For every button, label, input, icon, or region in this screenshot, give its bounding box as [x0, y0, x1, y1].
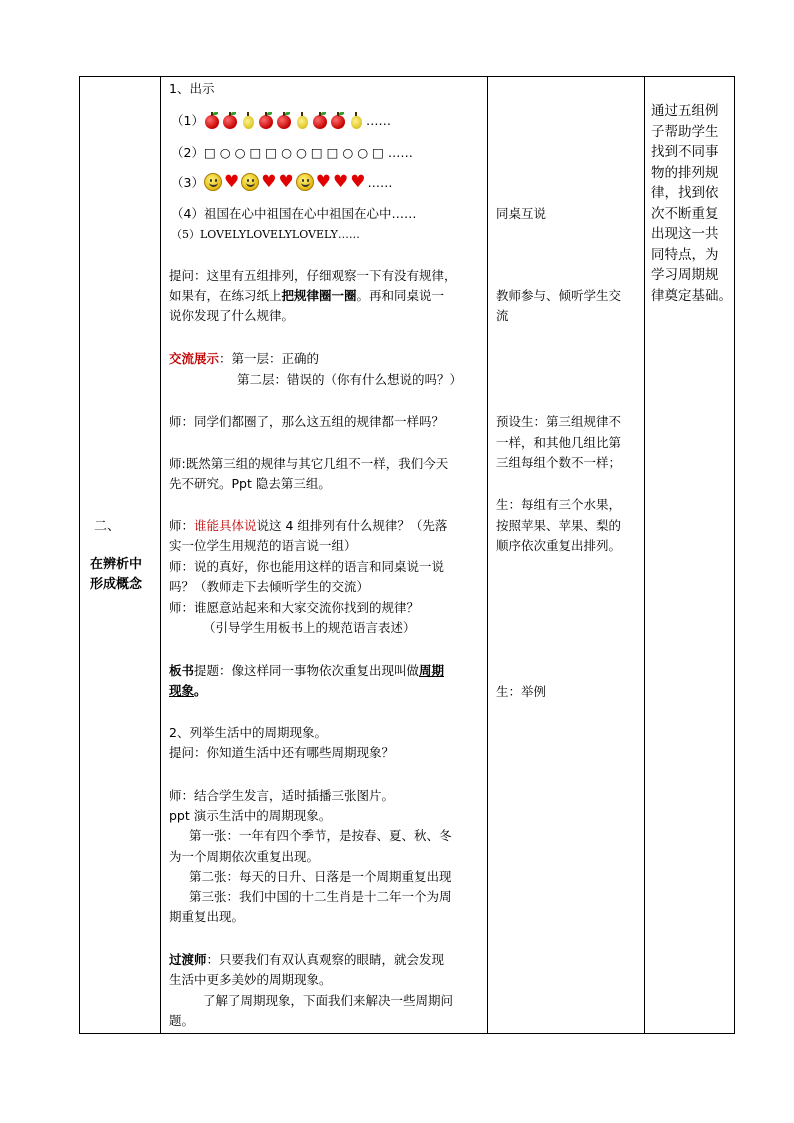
- teaching-process-column: [161, 77, 487, 1033]
- heart-icon: ♥: [350, 171, 366, 192]
- teacher-line: 师：谁愿意站起来和大家交流你找到的规律？: [169, 600, 420, 615]
- pear-icon: [294, 112, 311, 129]
- sequence-3: [171, 173, 392, 191]
- pear-icon: [348, 112, 365, 129]
- student-activity: 同桌互说: [496, 206, 547, 221]
- section-title: 在辨析中形成概念: [90, 557, 143, 592]
- sequence-1: [171, 111, 391, 129]
- sequence-label: （3）: [171, 175, 204, 190]
- picture-line: 为一个周期依次重复出现。: [169, 849, 320, 864]
- student-activity: 流: [496, 308, 509, 323]
- stage-column: [80, 77, 160, 1033]
- step-heading: 2、列举生活中的周期现象。: [169, 725, 327, 740]
- smiley-face-icon: [241, 173, 259, 191]
- apple-icon: [312, 112, 329, 129]
- heart-icon: ♥: [315, 171, 331, 192]
- student-activity-column: [488, 77, 644, 1033]
- apple-icon: [330, 112, 347, 129]
- smiley-face-icon: [296, 173, 314, 191]
- sequence-label: （1）: [171, 113, 204, 128]
- design-intent-column: [645, 77, 734, 1033]
- transition-line: 生活中更多美妙的周期现象。: [169, 972, 332, 987]
- intent-line: 找到不同事: [651, 144, 719, 160]
- teacher-line: 师：说的真好，你也能用这样的语言和同桌说一说: [169, 559, 445, 574]
- heart-icon: ♥: [278, 171, 294, 192]
- board-line: 板书提题：像这样同一事物依次重复出现叫做周期: [169, 663, 445, 678]
- ellipsis: ……: [367, 174, 393, 190]
- lesson-table: [79, 76, 735, 1034]
- share-line: 交流展示：第一层：正确的: [169, 351, 320, 366]
- student-activity: 三组每组个数不一样；: [496, 455, 622, 470]
- intent-line: 学习周期规: [651, 267, 719, 283]
- transition-line: 了解了周期现象，下面我们来解决一些周期问: [203, 993, 454, 1008]
- heart-icon: ♥: [332, 171, 349, 192]
- transition-line: 题。: [169, 1013, 195, 1028]
- teacher-line: 实一位学生用规范的语言说一组）: [169, 538, 357, 553]
- question-line: 提问：你知道生活中还有哪些周期现象？: [169, 745, 395, 760]
- student-activity: 生：举例: [496, 684, 547, 699]
- transition-line: 过渡师：只要我们有双认真观察的眼睛，就会发现: [169, 952, 445, 967]
- picture-line: 第三张：我们中国的十二生肖是十二年一个为周: [189, 889, 452, 904]
- teacher-line: 先不研究。Ppt 隐去第三组。: [169, 476, 331, 491]
- question-line: 如果有，在练习纸上把规律圈一圈。再和同桌说一: [169, 288, 445, 303]
- teacher-line: （引导学生用板书上的规范语言表述）: [203, 620, 416, 635]
- picture-line: 第一张：一年有四个季节，是按春、夏、秋、冬: [189, 828, 452, 843]
- teacher-line: 师:既然第三组的规律与其它几组不一样，我们今天: [169, 456, 449, 471]
- intent-line: 出现这一共: [651, 226, 719, 242]
- pear-icon: [240, 112, 257, 129]
- student-activity: 顺序依次重复出排列。: [496, 538, 622, 553]
- teacher-line: 师：同学们都圈了，那么这五组的规律都一样吗？: [169, 414, 445, 429]
- apple-icon: [258, 112, 275, 129]
- heart-icon: ♥: [261, 171, 277, 192]
- student-activity: 一样，和其他几组比第: [496, 435, 622, 450]
- teacher-line: ppt 演示生活中的周期现象。: [169, 808, 332, 823]
- smile-heart-sequence: [204, 173, 368, 191]
- section-number: 二、: [94, 519, 121, 534]
- student-activity: 生：每组有三个水果，: [496, 497, 622, 512]
- student-activity: 按照苹果、苹果、梨的: [496, 518, 622, 533]
- heart-icon: ♥: [223, 171, 240, 192]
- apple-icon: [204, 112, 221, 129]
- show-heading: 1、出示: [169, 81, 215, 96]
- sequence-4: （4）祖国在心中祖国在心中祖国在心中……: [171, 206, 417, 221]
- intent-line: 通过五组例: [651, 103, 719, 119]
- teacher-line: 师：结合学生发言，适时插播三张图片。: [169, 788, 395, 803]
- intent-line: 律奠定基础。: [651, 288, 732, 304]
- apple-icon: [222, 112, 239, 129]
- student-activity: 预设生：第三组规律不: [496, 414, 622, 429]
- board-line: 现象。: [169, 683, 207, 698]
- picture-line: 期重复出现。: [169, 909, 245, 924]
- intent-line: 同特点，为: [651, 247, 719, 263]
- intent-line: 律，找到依: [651, 185, 719, 201]
- student-activity: 教师参与、倾听学生交: [496, 288, 622, 303]
- ellipsis: ……: [365, 112, 391, 128]
- apple-icon: [276, 112, 293, 129]
- sequence-5: （5）LOVELYLOVELYLOVELY……: [171, 228, 360, 241]
- smiley-face-icon: [204, 173, 222, 191]
- teacher-line: 吗？（教师走下去倾听学生的交流）: [169, 579, 370, 594]
- intent-line: 次不断重复: [651, 206, 719, 222]
- fruit-sequence: [204, 112, 366, 129]
- intent-line: 物的排列规: [651, 165, 719, 181]
- question-line: 提问：这里有五组排列，仔细观察一下有没有规律，: [169, 268, 457, 283]
- picture-line: 第二张：每天的日升、日落是一个周期重复出现: [189, 869, 452, 884]
- sequence-2: （2）□ ○ ○ □ □ ○ ○ □ □ ○ ○ □ ……: [171, 145, 413, 160]
- teacher-line: 师：谁能具体说说这 4 组排列有什么规律？（先落: [169, 518, 448, 533]
- question-line: 说你发现了什么规律。: [169, 308, 295, 323]
- intent-line: 子帮助学生: [651, 124, 719, 140]
- share-line: 第二层：错误的（你有什么想说的吗？）: [237, 372, 463, 387]
